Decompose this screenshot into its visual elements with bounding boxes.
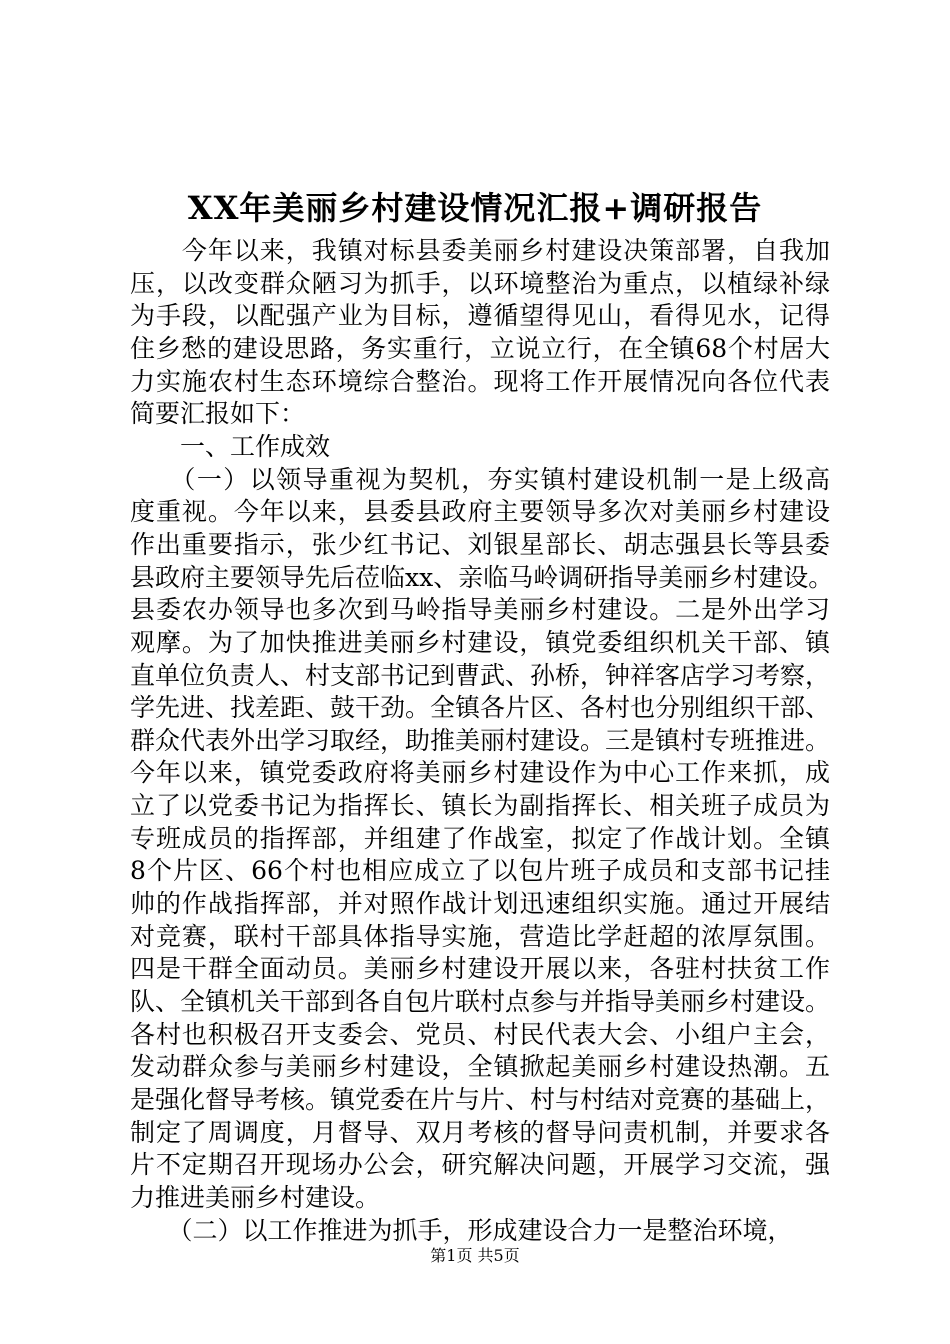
body-text-line: 简要汇报如下： xyxy=(130,399,306,429)
page-footer: 第1页 共5页 xyxy=(430,1246,520,1265)
body-text-line: 一、工作成效 xyxy=(130,431,331,461)
body-text-line: 四是干群全面动员。美丽乡村建设开展以来，各驻村扶贫工作 xyxy=(130,954,830,984)
body-text-line: 力推进美丽乡村建设。 xyxy=(130,1182,381,1212)
body-text-line: （二）以工作推进为抓手，形成建设合力一是整治环境， xyxy=(130,1215,793,1245)
body-text-line: 度重视。今年以来，县委县政府主要领导多次对美丽乡村建设 xyxy=(130,497,830,527)
body-text-line: 县委农办领导也多次到马岭指导美丽乡村建设。二是外出学习 xyxy=(130,595,830,625)
body-text-line: 直单位负责人、村支部书记到曹武、孙桥，钟祥客店学习考察， xyxy=(130,660,831,690)
body-text-line: 各村也积极召开支委会、党员、村民代表大会、小组户主会， xyxy=(130,1019,830,1049)
body-text-line: 专班成员的指挥部，并组建了作战室，拟定了作战计划。全镇 xyxy=(130,823,830,853)
body-text-line: 发动群众参与美丽乡村建设，全镇掀起美丽乡村建设热潮。五 xyxy=(130,1052,830,1082)
body-text-line: 今年以来，我镇对标县委美丽乡村建设决策部署，自我加 xyxy=(130,236,830,265)
body-text-line: 群众代表外出学习取经，助推美丽村建设。三是镇村专班推进。 xyxy=(130,725,831,755)
body-text-line: 是强化督导考核。镇党委在片与片、村与村结对竞赛的基础上， xyxy=(130,1084,831,1114)
body-text-line: 立了以党委书记为指挥长、镇长为副指挥长、相关班子成员为 xyxy=(130,791,830,820)
body-text-line: 为手段，以配强产业为目标，遵循望得见山，看得见水，记得 xyxy=(130,301,830,331)
body-text-line: 住乡愁的建设思路，务实重行，立说立行，在全镇68个村居大 xyxy=(130,333,830,363)
body-text-line: 学先进、找差距、鼓干劲。全镇各片区、各村也分别组织干部、 xyxy=(130,693,831,723)
body-text-line: 制定了周调度，月督导、双月考核的督导问责机制，并要求各 xyxy=(130,1117,830,1147)
body-text-line: 帅的作战指挥部，并对照作战计划迅速组织实施。通过开展结 xyxy=(130,889,830,918)
body-text-line: 作出重要指示，张少红书记、刘银星部长、胡志强县长等县委 xyxy=(130,529,830,559)
body-text-line: 压，以改变群众陋习为抓手，以环境整治为重点，以植绿补绿 xyxy=(130,268,830,298)
body-text-line: 观摩。为了加快推进美丽乡村建设，镇党委组织机关干部、镇 xyxy=(130,627,830,657)
body-text-line: 县政府主要领导先后莅临xx、亲临马岭调研指导美丽乡村建设。 xyxy=(130,562,834,592)
body-text-line: 力实施农村生态环境综合整治。现将工作开展情况向各位代表 xyxy=(130,366,830,396)
body-text-line: 8个片区、66个村也相应成立了以包片班子成员和支部书记挂 xyxy=(130,856,830,886)
body-text-line: 片不定期召开现场办公会，研究解决问题，开展学习交流，强 xyxy=(130,1150,830,1180)
body-text-line: 队、全镇机关干部到各自包片联村点参与并指导美丽乡村建设。 xyxy=(130,986,831,1016)
document-title: XX年美丽乡村建设情况汇报+调研报告 xyxy=(187,189,763,227)
body-text-line: 今年以来，镇党委政府将美丽乡村建设作为中心工作来抓，成 xyxy=(130,758,830,788)
body-text-line: （一）以领导重视为契机，夯实镇村建设机制一是上级高 xyxy=(130,464,830,494)
body-text-line: 对竞赛，联村干部具体指导实施，营造比学赶超的浓厚氛围。 xyxy=(130,921,830,951)
